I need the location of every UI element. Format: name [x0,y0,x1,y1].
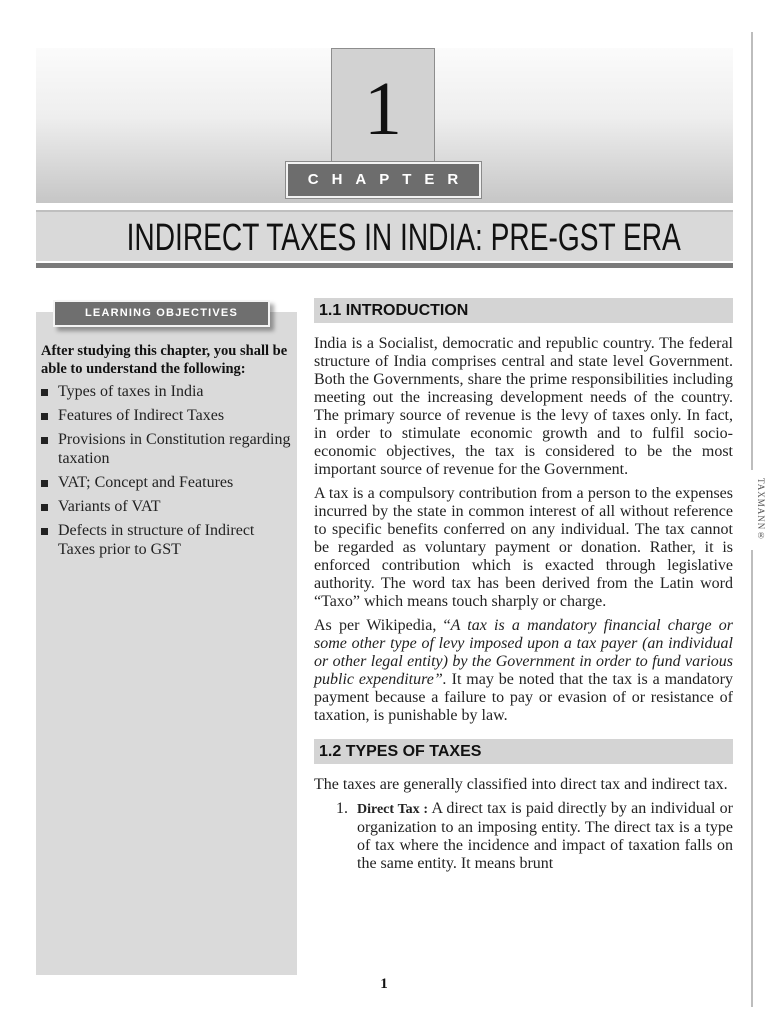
chapter-title-band [36,210,733,261]
list-item [41,497,293,516]
learning-objectives-badge: LEARNING OBJECTIVES [53,300,270,327]
list-item-text: Defects in structure of Indirect Taxes prior to GST [58,522,255,558]
section-heading-types-of-taxes: 1.2 TYPES OF TAXES [314,739,733,764]
page-number: 1 [380,976,388,992]
square-bullet-icon [41,437,48,444]
learning-objectives-intro: After studying this chapter, you shall be able to understand the following: [41,343,288,377]
list-item-text: Provisions in Constitution regarding taxation [58,431,291,467]
title-underline [36,263,733,268]
chapter-label: CHAPTER [286,162,481,198]
list-item-text: Types of taxes in India [58,383,204,400]
list-item-text: VAT; Concept and Features [58,474,234,491]
list-item-text: Variants of VAT [58,498,161,515]
item-term: Direct Tax : [357,802,429,817]
section-heading-introduction: 1.1 INTRODUCTION [314,298,733,323]
list-item-text: Features of Indirect Taxes [58,407,225,424]
item-text: A direct tax is paid directly by an individual or organization to an imposing entity. The direct tax is a type of tax where the incidence and impact of taxation falls on the same entity. It means brunt [357,800,734,872]
list-item [41,382,293,401]
square-bullet-icon [41,413,48,420]
square-bullet-icon [41,389,48,396]
wikipedia-tail: It may be noted that the tax is a mandatory payment because a failure to pay or evasion of or resistance of taxation, is punishable by law. [314,671,734,724]
intro-paragraph-3 [314,617,733,725]
types-paragraph-1: The taxes are generally classified into direct tax and indirect tax. [314,776,728,793]
wikipedia-quote: A tax is a mandatory financial charge or some other type of levy imposed upon a tax payer (an individual or other legal entity) by the Government in order to fund various public expenditure”. [314,617,733,688]
list-item [41,473,293,492]
square-bullet-icon [41,480,48,487]
item-number: 1. [336,800,348,817]
square-bullet-icon [41,528,48,535]
publisher-mark: TAXMANN® [738,470,766,550]
numbered-item-direct-tax [314,800,733,873]
list-item [41,430,293,468]
square-bullet-icon [41,504,48,511]
learning-objectives-list [41,382,293,564]
list-item [41,406,293,425]
main-content [314,298,733,879]
wikipedia-lead: As per Wikipedia, “ [314,617,451,634]
intro-paragraph-2: A tax is a compulsory contribution from a person to the expenses incurred by the state in common interest of all without reference to specific benefits conferred on any individual. The tax cannot be regarded as voluntary payment or donation. Rather, it is enforced contribution which is exacted through legislative authority. The word tax has been derived from the Latin word “Taxo” which means touch sharply or charge. [314,485,733,610]
intro-paragraph-1: India is a Socialist, democratic and republic country. The federal structure of India comprises central and state level Government. Both the Governments, share the prime responsibilities including meeting out the increasing development needs of the country. The primary source of revenue is the levy of taxes only. In fact, in order to stimulate economic growth and to fulfil socio-economic objectives, the tax is considered to be the most important source of revenue for the Government. [314,335,733,478]
list-item [41,521,293,559]
chapter-title: INDIRECT TAXES IN INDIA: PRE-GST ERA [126,217,681,259]
chapter-number-box [331,48,435,170]
chapter-number: 1 [364,67,402,151]
